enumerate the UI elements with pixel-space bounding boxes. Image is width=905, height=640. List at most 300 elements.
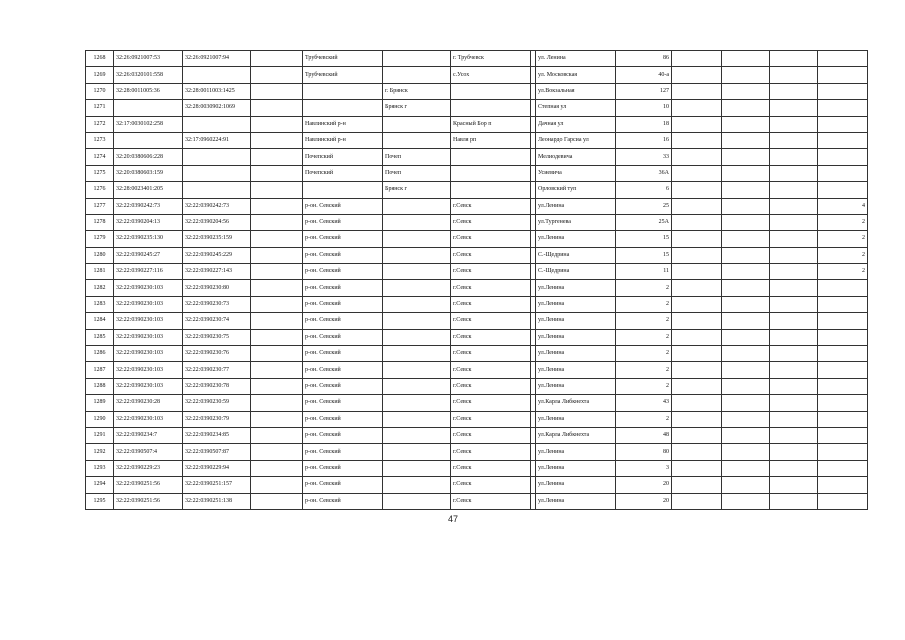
table-row (86, 460, 868, 476)
cell-cadastral-number-land: 32:26:0320101:558 (114, 67, 183, 83)
cell-street: ул.Ленина (536, 411, 616, 427)
cell-settlement: г.Севск (451, 411, 531, 427)
cell-row-number: 1276 (86, 182, 114, 198)
cell-district: р-он. Севский (303, 264, 383, 280)
cell-empty-col (251, 149, 303, 165)
cell-extra-col-4 (818, 346, 868, 362)
cell-extra-col-3 (770, 296, 818, 312)
cell-empty-col (251, 395, 303, 411)
cell-settlement: г.Севск (451, 329, 531, 345)
cell-district: р-он. Севский (303, 411, 383, 427)
cell-settlement: г.Севск (451, 427, 531, 443)
cell-extra-col-3 (770, 198, 818, 214)
cell-extra-col-4 (818, 51, 868, 67)
cell-street: ул.Ленина (536, 296, 616, 312)
cell-extra-col-2 (722, 198, 770, 214)
cell-extra-col-1 (672, 264, 722, 280)
cell-empty-col (251, 132, 303, 148)
cell-cadastral-number-building: 32:22:0390251:138 (183, 493, 251, 509)
cell-district: р-он. Севский (303, 395, 383, 411)
cell-extra-col-1 (672, 280, 722, 296)
cell-empty-col (251, 182, 303, 198)
table-row (86, 51, 868, 67)
cell-extra-col-2 (722, 444, 770, 460)
table-row (86, 264, 868, 280)
cell-extra-col-4 (818, 67, 868, 83)
cell-row-number: 1282 (86, 280, 114, 296)
cell-settlement: г.Севск (451, 493, 531, 509)
cell-extra-col-4 (818, 427, 868, 443)
cell-row-number: 1292 (86, 444, 114, 460)
cell-city-locality: Почеп (383, 165, 451, 181)
cell-house-number: 40-а (616, 67, 672, 83)
cell-street: ул.Ленина (536, 346, 616, 362)
cell-empty-col (251, 83, 303, 99)
cell-extra-col-4 (818, 411, 868, 427)
cell-settlement: г.Севск (451, 395, 531, 411)
cell-cadastral-number-building: 32:22:0390230:74 (183, 313, 251, 329)
cell-extra-col-1 (672, 67, 722, 83)
cell-city-locality (383, 67, 451, 83)
cell-cadastral-number-land: 32:22:0390230:103 (114, 362, 183, 378)
cell-house-number: 80 (616, 444, 672, 460)
cell-house-number: 2 (616, 329, 672, 345)
cell-extra-col-1 (672, 214, 722, 230)
table-row (86, 214, 868, 230)
cell-extra-col-1 (672, 460, 722, 476)
cell-house-number: 20 (616, 477, 672, 493)
cell-extra-col-2 (722, 182, 770, 198)
cell-settlement: г.Севск (451, 378, 531, 394)
cell-empty-col (251, 198, 303, 214)
cell-cadastral-number-land: 32:28:0011005:36 (114, 83, 183, 99)
cell-extra-col-2 (722, 296, 770, 312)
cell-cadastral-number-building: 32:22:0390230:76 (183, 346, 251, 362)
cell-cadastral-number-land: 32:17:0030102:258 (114, 116, 183, 132)
cell-house-number: 18 (616, 116, 672, 132)
cell-extra-col-3 (770, 411, 818, 427)
cell-row-number: 1268 (86, 51, 114, 67)
cell-street: Леонардо Гарсиа ул (536, 132, 616, 148)
cell-district: р-он. Севский (303, 313, 383, 329)
table-row (86, 477, 868, 493)
cell-city-locality (383, 296, 451, 312)
cell-empty-col (251, 329, 303, 345)
table-row (86, 411, 868, 427)
cell-extra-col-3 (770, 116, 818, 132)
cell-extra-col-3 (770, 214, 818, 230)
cell-street: ул.Тургенева (536, 214, 616, 230)
cell-extra-col-3 (770, 83, 818, 99)
cell-street: ул.Ленина (536, 329, 616, 345)
table-row (86, 132, 868, 148)
cell-extra-col-2 (722, 165, 770, 181)
cell-extra-col-4 (818, 165, 868, 181)
cell-extra-col-2 (722, 67, 770, 83)
cell-extra-col-2 (722, 247, 770, 263)
cell-empty-col (251, 444, 303, 460)
cell-cadastral-number-building (183, 182, 251, 198)
cell-empty-col (251, 477, 303, 493)
cell-extra-col-3 (770, 149, 818, 165)
cell-district: Почепский (303, 149, 383, 165)
cell-city-locality (383, 411, 451, 427)
cell-extra-col-4 (818, 378, 868, 394)
cell-cadastral-number-land: 32:26:0921007:53 (114, 51, 183, 67)
cell-district: р-он. Севский (303, 329, 383, 345)
cell-extra-col-1 (672, 362, 722, 378)
cell-extra-col-4 (818, 493, 868, 509)
cell-cadastral-number-building: 32:22:0390204:56 (183, 214, 251, 230)
cell-city-locality (383, 493, 451, 509)
cell-cadastral-number-land: 32:22:0390507:4 (114, 444, 183, 460)
cell-house-number: 2 (616, 280, 672, 296)
cell-cadastral-number-land: 32:22:0390230:103 (114, 346, 183, 362)
cell-extra-col-2 (722, 132, 770, 148)
cell-cadastral-number-land: 32:22:0390234:7 (114, 427, 183, 443)
cell-settlement: г. Трубчевск (451, 51, 531, 67)
table-row (86, 165, 868, 181)
cell-settlement: г.Севск (451, 231, 531, 247)
cell-settlement: г.Севск (451, 313, 531, 329)
cell-extra-col-3 (770, 132, 818, 148)
cell-row-number: 1287 (86, 362, 114, 378)
cell-empty-col (251, 165, 303, 181)
cell-extra-col-4 (818, 149, 868, 165)
cell-extra-col-4 (818, 329, 868, 345)
cell-empty-col (251, 411, 303, 427)
cell-house-number: 2 (616, 313, 672, 329)
cell-house-number: 43 (616, 395, 672, 411)
cell-cadastral-number-land: 32:22:0390230:28 (114, 395, 183, 411)
table-row (86, 149, 868, 165)
table-row (86, 67, 868, 83)
cell-street: С.-Щедрина (536, 247, 616, 263)
cell-settlement: Навля рп (451, 132, 531, 148)
cell-extra-col-3 (770, 460, 818, 476)
cell-cadastral-number-building: 32:22:0390230:78 (183, 378, 251, 394)
cell-extra-col-2 (722, 51, 770, 67)
cell-empty-col (251, 362, 303, 378)
page-number: 47 (448, 514, 459, 524)
cell-row-number: 1295 (86, 493, 114, 509)
cell-cadastral-number-land: 32:22:0390230:103 (114, 411, 183, 427)
cell-extra-col-2 (722, 493, 770, 509)
table-row (86, 427, 868, 443)
cell-street: ул.Ленина (536, 444, 616, 460)
cell-empty-col (251, 214, 303, 230)
cell-city-locality (383, 247, 451, 263)
cell-extra-col-3 (770, 182, 818, 198)
cell-street: Дачная ул (536, 116, 616, 132)
cell-empty-col (251, 313, 303, 329)
cell-cadastral-number-land: 32:22:0390230:103 (114, 329, 183, 345)
cell-extra-col-1 (672, 313, 722, 329)
table-row (86, 329, 868, 345)
cell-cadastral-number-building: 32:22:0390242:73 (183, 198, 251, 214)
cell-row-number: 1281 (86, 264, 114, 280)
cell-row-number: 1280 (86, 247, 114, 263)
cell-extra-col-4 (818, 83, 868, 99)
cell-house-number: 86 (616, 51, 672, 67)
cell-cadastral-number-building (183, 165, 251, 181)
cell-row-number: 1279 (86, 231, 114, 247)
cell-settlement: г.Севск (451, 346, 531, 362)
cell-district: р-он. Севский (303, 427, 383, 443)
cell-house-number: 25А (616, 214, 672, 230)
cell-row-number: 1277 (86, 198, 114, 214)
cell-cadastral-number-land: 32:22:0390251:56 (114, 477, 183, 493)
cell-street: ул.Ленина (536, 378, 616, 394)
cell-street: Усиевича (536, 165, 616, 181)
cell-extra-col-3 (770, 329, 818, 345)
cell-row-number: 1278 (86, 214, 114, 230)
cell-row-number: 1293 (86, 460, 114, 476)
cell-extra-col-2 (722, 346, 770, 362)
cell-extra-col-1 (672, 427, 722, 443)
cell-empty-col (251, 493, 303, 509)
cell-city-locality (383, 313, 451, 329)
cell-extra-col-3 (770, 51, 818, 67)
cell-settlement: г.Севск (451, 247, 531, 263)
table-row (86, 100, 868, 116)
cell-row-number: 1294 (86, 477, 114, 493)
cell-district: р-он. Севский (303, 214, 383, 230)
cell-cadastral-number-land: 32:22:0390230:103 (114, 313, 183, 329)
cell-extra-col-4 (818, 313, 868, 329)
cell-extra-col-1 (672, 231, 722, 247)
cell-empty-col (251, 100, 303, 116)
cell-row-number: 1284 (86, 313, 114, 329)
cell-street: ул.Ленина (536, 460, 616, 476)
cell-cadastral-number-land: 32:22:0390230:103 (114, 280, 183, 296)
cell-cadastral-number-building: 32:22:0390230:79 (183, 411, 251, 427)
cell-empty-col (251, 346, 303, 362)
cell-city-locality: Брянск г (383, 182, 451, 198)
cell-cadastral-number-land (114, 132, 183, 148)
cell-cadastral-number-land: 32:22:0390229:23 (114, 460, 183, 476)
cell-district: р-он. Севский (303, 296, 383, 312)
cell-extra-col-3 (770, 493, 818, 509)
cell-extra-col-1 (672, 100, 722, 116)
cell-city-locality (383, 116, 451, 132)
cell-district (303, 182, 383, 198)
cell-empty-col (251, 231, 303, 247)
cell-empty-col (251, 116, 303, 132)
cell-city-locality (383, 362, 451, 378)
cell-district: р-он. Севский (303, 346, 383, 362)
cell-empty-col (251, 427, 303, 443)
cell-city-locality (383, 329, 451, 345)
cell-extra-col-3 (770, 362, 818, 378)
cell-district: р-он. Севский (303, 198, 383, 214)
table-body (86, 51, 868, 510)
cell-district: р-он. Севский (303, 231, 383, 247)
cell-street: ул.Ленина (536, 493, 616, 509)
table-row (86, 182, 868, 198)
cell-extra-col-4 (818, 100, 868, 116)
cell-row-number: 1271 (86, 100, 114, 116)
cell-settlement: г.Севск (451, 296, 531, 312)
cell-extra-col-1 (672, 329, 722, 345)
cell-row-number: 1291 (86, 427, 114, 443)
cell-extra-col-3 (770, 67, 818, 83)
cell-city-locality (383, 264, 451, 280)
cell-extra-col-1 (672, 493, 722, 509)
cell-district: р-он. Севский (303, 247, 383, 263)
cell-extra-col-1 (672, 296, 722, 312)
cell-extra-col-4 (818, 182, 868, 198)
cell-cadastral-number-land: 32:22:0390204:13 (114, 214, 183, 230)
cell-house-number: 2 (616, 346, 672, 362)
cell-city-locality (383, 460, 451, 476)
cell-extra-col-4 (818, 362, 868, 378)
cell-cadastral-number-building: 32:22:0390507:87 (183, 444, 251, 460)
cell-extra-col-1 (672, 411, 722, 427)
cell-settlement (451, 182, 531, 198)
cell-row-number: 1272 (86, 116, 114, 132)
cell-city-locality (383, 395, 451, 411)
cell-extra-col-2 (722, 460, 770, 476)
cell-district: р-он. Севский (303, 493, 383, 509)
cell-row-number: 1288 (86, 378, 114, 394)
cell-extra-col-3 (770, 378, 818, 394)
cell-city-locality: Почеп (383, 149, 451, 165)
cell-house-number: 10 (616, 100, 672, 116)
cell-extra-col-3 (770, 477, 818, 493)
cell-extra-col-2 (722, 378, 770, 394)
cell-extra-col-2 (722, 231, 770, 247)
table-row (86, 116, 868, 132)
cell-district: Трубчевский (303, 51, 383, 67)
cell-extra-col-2 (722, 329, 770, 345)
cell-extra-col-1 (672, 51, 722, 67)
cell-extra-col-2 (722, 116, 770, 132)
cell-house-number: 33 (616, 149, 672, 165)
cell-district: р-он. Севский (303, 460, 383, 476)
cell-city-locality (383, 280, 451, 296)
cell-extra-col-3 (770, 346, 818, 362)
cell-extra-col-1 (672, 165, 722, 181)
cell-cadastral-number-land: 32:22:0390227:116 (114, 264, 183, 280)
cell-settlement (451, 83, 531, 99)
cell-cadastral-number-land: 32:22:0390245:27 (114, 247, 183, 263)
cell-extra-col-1 (672, 149, 722, 165)
cell-house-number: 127 (616, 83, 672, 99)
cell-extra-col-4 (818, 280, 868, 296)
cell-empty-col (251, 67, 303, 83)
cell-city-locality (383, 51, 451, 67)
cell-city-locality (383, 477, 451, 493)
cell-cadastral-number-building (183, 116, 251, 132)
cell-extra-col-2 (722, 214, 770, 230)
cell-settlement: г.Севск (451, 198, 531, 214)
cell-extra-col-2 (722, 313, 770, 329)
cell-house-number: 15 (616, 247, 672, 263)
cell-extra-col-4 (818, 460, 868, 476)
cell-cadastral-number-land: 32:22:0390235:130 (114, 231, 183, 247)
cell-city-locality (383, 198, 451, 214)
cell-extra-col-2 (722, 280, 770, 296)
cell-district: р-он. Севский (303, 444, 383, 460)
cell-cadastral-number-building (183, 67, 251, 83)
cell-cadastral-number-building: 32:22:0390234:85 (183, 427, 251, 443)
table-row (86, 444, 868, 460)
cell-street: ул.Ленина (536, 313, 616, 329)
cell-extra-col-3 (770, 231, 818, 247)
cell-house-number: 15 (616, 231, 672, 247)
cell-cadastral-number-land: 32:22:0390251:56 (114, 493, 183, 509)
cell-street: ул.Ленина (536, 362, 616, 378)
cell-extra-col-2 (722, 395, 770, 411)
cell-house-number: 25 (616, 198, 672, 214)
cell-extra-col-2 (722, 427, 770, 443)
cell-cadastral-number-land (114, 100, 183, 116)
cell-house-number: 11 (616, 264, 672, 280)
cell-house-number: 2 (616, 296, 672, 312)
cell-settlement: Красный Бор п (451, 116, 531, 132)
cell-cadastral-number-building: 32:26:0921007:94 (183, 51, 251, 67)
cell-cadastral-number-building: 32:22:0390230:77 (183, 362, 251, 378)
cell-district: Навлинский р-н (303, 116, 383, 132)
cell-cadastral-number-building: 32:28:0030902:1069 (183, 100, 251, 116)
cell-row-number: 1269 (86, 67, 114, 83)
cell-district: Трубчевский (303, 67, 383, 83)
cell-extra-col-1 (672, 477, 722, 493)
cell-empty-col (251, 378, 303, 394)
cell-house-number: 36А (616, 165, 672, 181)
cell-extra-col-1 (672, 182, 722, 198)
cell-district: р-он. Севский (303, 362, 383, 378)
cell-cadastral-number-building: 32:22:0390229:94 (183, 460, 251, 476)
cell-cadastral-number-building: 32:22:0390230:75 (183, 329, 251, 345)
cell-city-locality (383, 346, 451, 362)
cell-settlement: г.Севск (451, 460, 531, 476)
cell-cadastral-number-building: 32:22:0390235:159 (183, 231, 251, 247)
cell-street: ул.Вокзальная (536, 83, 616, 99)
cell-extra-col-1 (672, 378, 722, 394)
cell-extra-col-4: 2 (818, 214, 868, 230)
cell-city-locality (383, 214, 451, 230)
cell-extra-col-4 (818, 296, 868, 312)
cell-cadastral-number-land: 32:28:0023401:205 (114, 182, 183, 198)
cell-street: Мелиодевича (536, 149, 616, 165)
cell-street: ул. Московская (536, 67, 616, 83)
cell-extra-col-3 (770, 264, 818, 280)
cell-district: р-он. Севский (303, 477, 383, 493)
cell-empty-col (251, 51, 303, 67)
table-row (86, 247, 868, 263)
cell-settlement (451, 100, 531, 116)
cell-city-locality (383, 427, 451, 443)
cell-street: ул.Ленина (536, 477, 616, 493)
cell-extra-col-1 (672, 247, 722, 263)
cell-house-number: 2 (616, 411, 672, 427)
cell-city-locality: г. Брянск (383, 83, 451, 99)
cell-extra-col-2 (722, 477, 770, 493)
cell-street: ул.Карла Либкнехта (536, 427, 616, 443)
cell-row-number: 1273 (86, 132, 114, 148)
cell-extra-col-2 (722, 149, 770, 165)
cell-row-number: 1290 (86, 411, 114, 427)
cell-cadastral-number-land: 32:20:0380606:228 (114, 149, 183, 165)
cell-district: Почепский (303, 165, 383, 181)
cell-house-number: 20 (616, 493, 672, 509)
cell-cadastral-number-building: 32:17:0960224:91 (183, 132, 251, 148)
cell-street: С.-Щедрина (536, 264, 616, 280)
cell-extra-col-4: 2 (818, 264, 868, 280)
cell-cadastral-number-building: 32:22:0390227:143 (183, 264, 251, 280)
